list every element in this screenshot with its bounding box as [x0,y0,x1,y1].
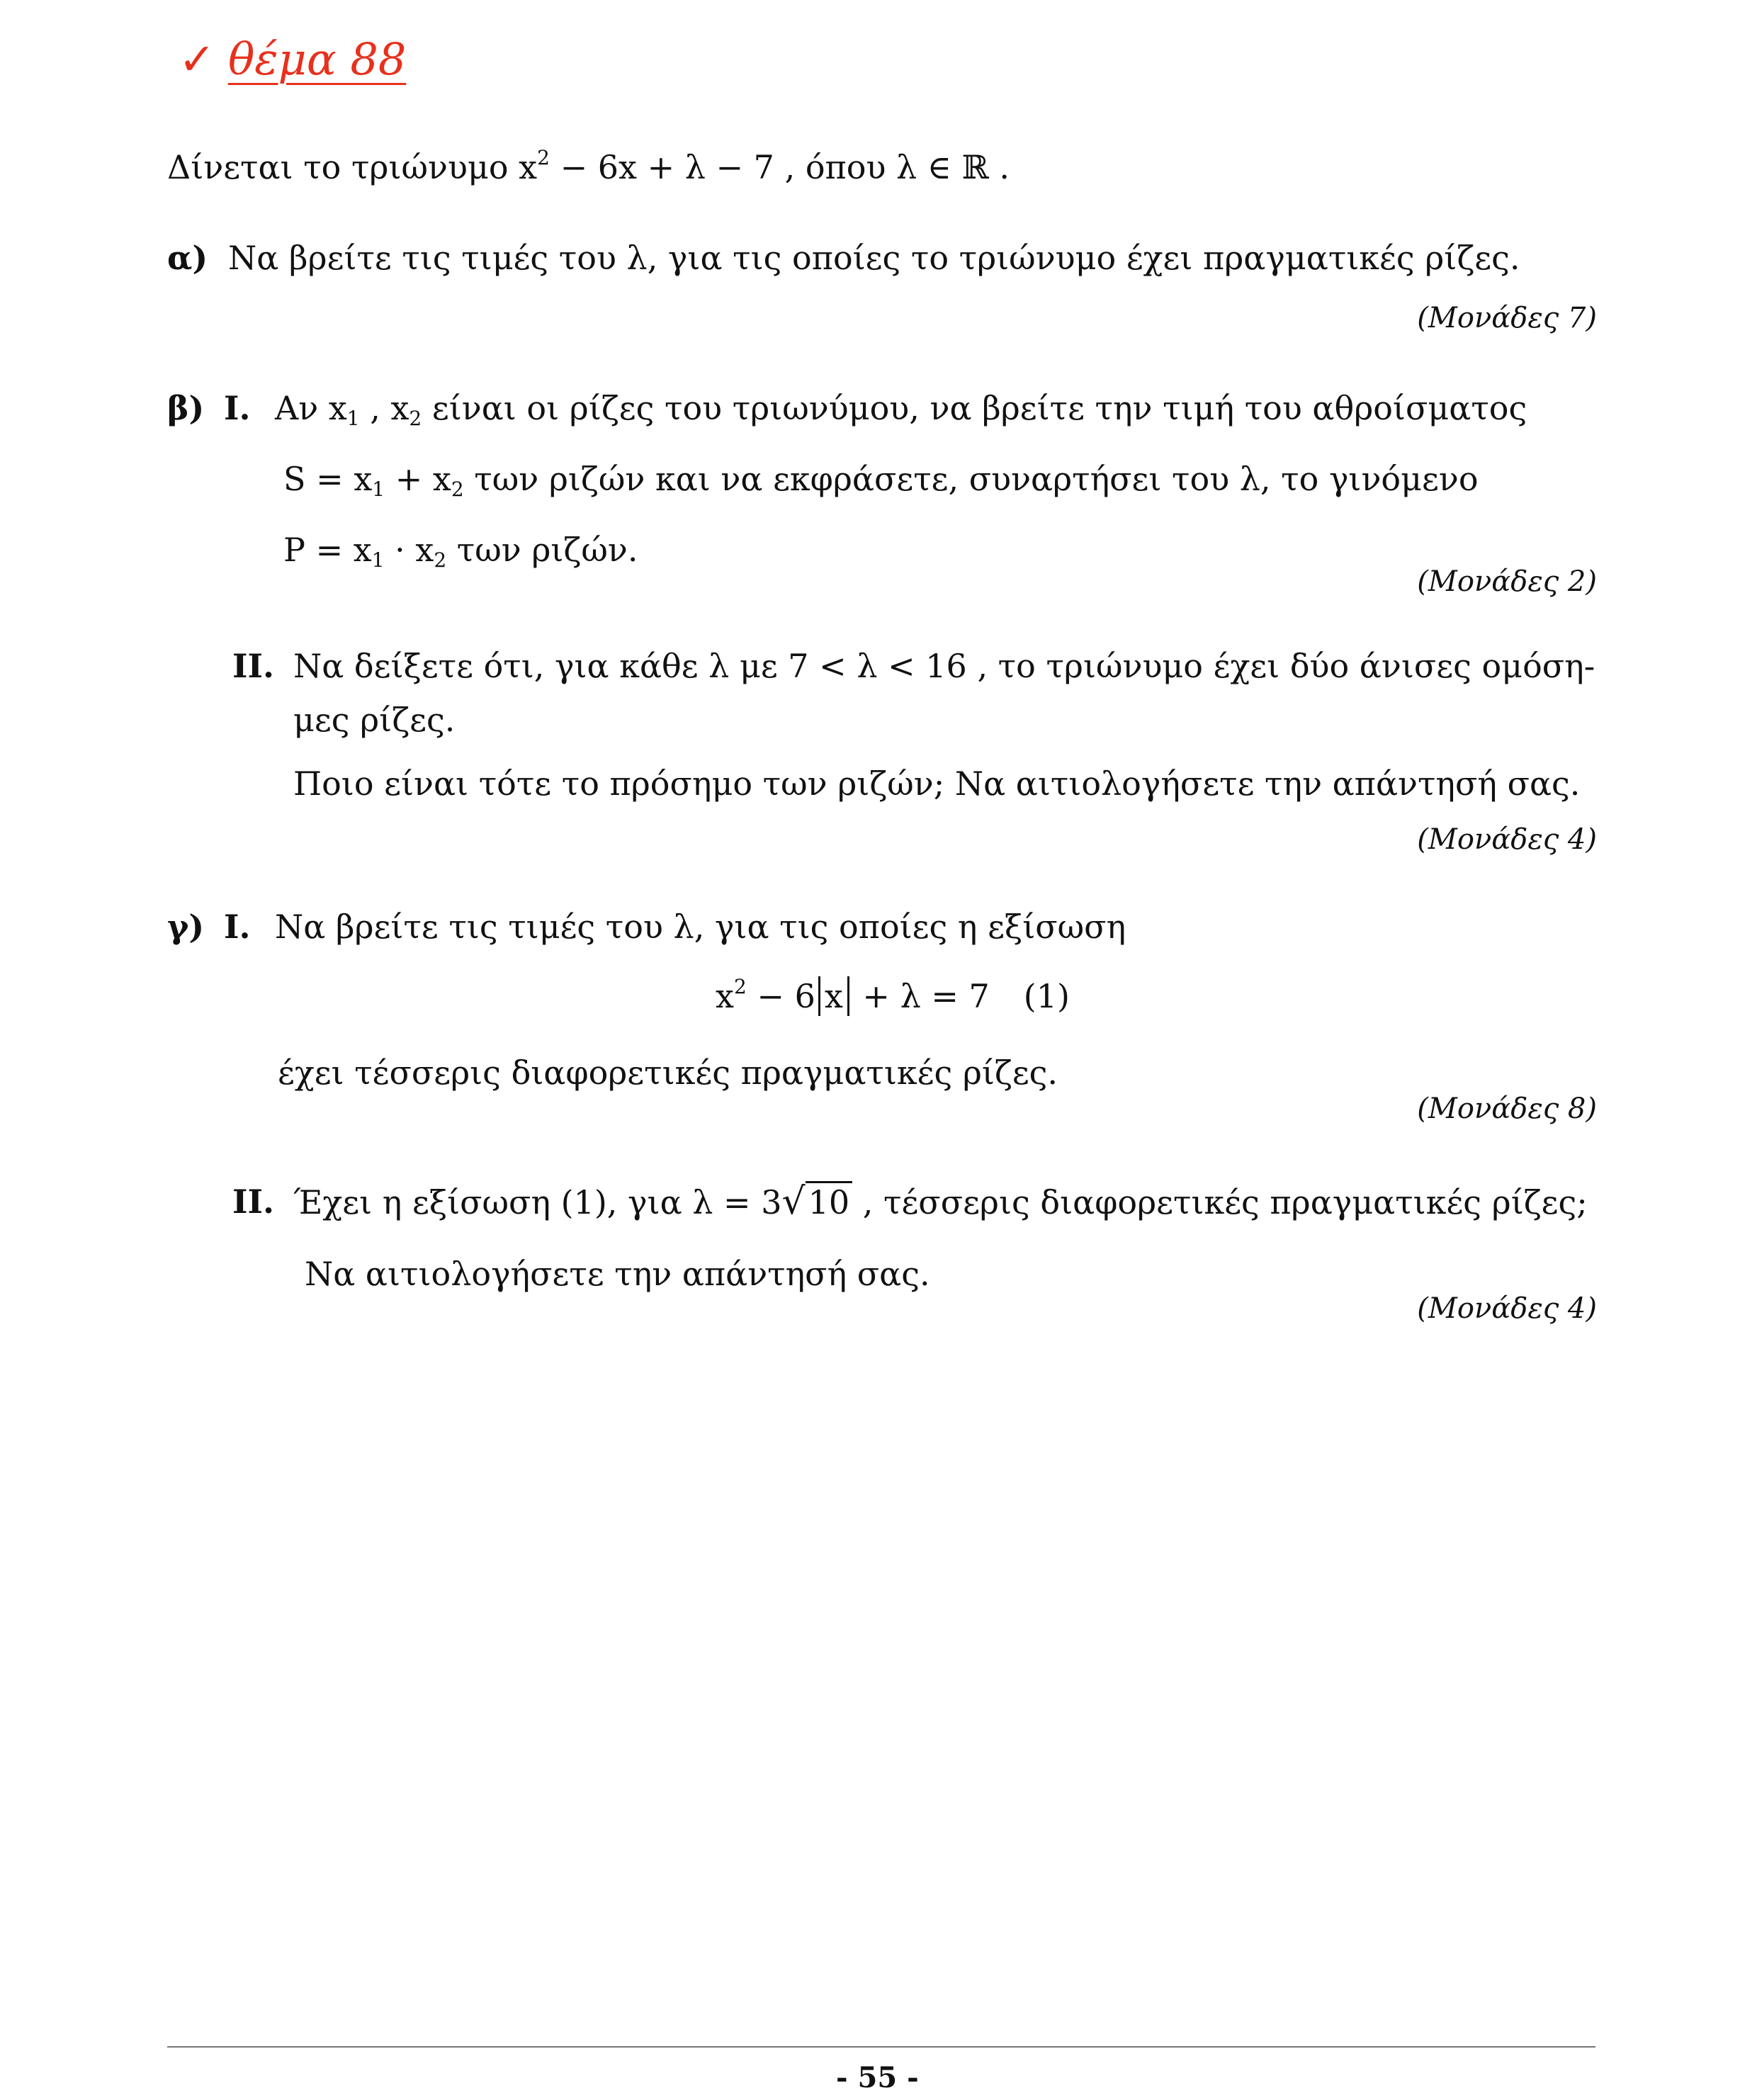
part-a-label: α) [167,239,208,277]
var-x: x [353,531,372,569]
part-b-sub2-line1: Να δείξετε ότι, για κάθε λ με 7 < λ < 16 , το τριώνυμο έχει δύο άνισες ομόση- [293,647,1595,685]
topic-heading [179,31,406,88]
equation-number: (1) [1023,977,1070,1015]
square-root [781,1180,852,1224]
intro-prefix: Δίνεται το τριώνυμο [167,148,519,186]
part-c-sub2-line1 [293,1180,1588,1224]
text-span: P = [283,531,354,569]
part-c-sub1-line1: Να βρείτε τις τιμές του λ, για τις οποίες η εξίσωση [275,908,1126,946]
radical-sign: √ [781,1180,806,1223]
var-x: x [354,460,373,498]
radicand: 10 [806,1181,853,1221]
page-number: - 55 - [836,2061,919,2094]
subscript-1: 1 [346,407,360,430]
part-b-sub1-marks: (Μονάδες 2) [1417,565,1597,598]
subscript-2: 2 [451,478,464,501]
intro-suffix: , όπου λ ∈ ℝ . [774,148,1010,186]
text-span: είναι οι ρίζες του τριωνύμου, να βρείτε την τιμή του αθροίσματος [422,389,1527,427]
part-c-sub2-line2: Να αιτιολογήσετε την απάντησή σας. [305,1255,930,1293]
dot: · [384,531,416,569]
footer-rule [167,2046,1595,2048]
part-b-sub2-marks: (Μονάδες 4) [1417,823,1597,856]
intro-expr-rest: − 6x + λ − 7 [549,148,774,186]
subscript-2: 2 [434,548,447,572]
var-x: x [432,460,451,498]
text-span: + λ = 7 [852,977,990,1015]
topic-title: θέμα 88 [227,33,407,85]
part-c-sub1-label: Ι. [224,908,251,946]
text-span: , τέσσερις διαφορετικές πραγματικές ρίζες; [852,1183,1588,1221]
part-c-sub1-marks: (Μονάδες 8) [1417,1093,1597,1125]
exponent: 2 [733,975,747,998]
part-b-sub1-label: Ι. [224,389,251,427]
part-a-marks: (Μονάδες 7) [1417,302,1597,334]
text-span: S = [283,460,354,498]
text-span: Έχει η εξίσωση (1), για λ = 3 [293,1183,782,1221]
check-icon: ✓ [179,33,215,85]
part-c-sub2-label: ΙΙ. [232,1182,275,1221]
text-span: − 6 [746,977,815,1015]
var-x: x [390,389,409,427]
part-c-label: γ) [167,908,205,946]
part-b-sub2-line3: Ποιο είναι τότε το πρόσημο των ριζών; Να αιτιολογήσετε την απάντησή σας. [293,764,1581,803]
part-b-sub1-line1 [275,387,1527,429]
part-b-sub2-line2: μες ρίζες. [293,701,456,739]
subscript-1: 1 [371,548,385,572]
subscript-1: 1 [372,478,385,501]
part-b-sub1-line2 [283,458,1479,500]
absolute-value: x [818,976,849,1016]
var-x: x [415,531,434,569]
comma: , [359,389,391,427]
text-span: των ριζών. [446,531,638,569]
var-x: x [328,389,347,427]
intro-expr-exponent: 2 [537,146,550,169]
part-b-label: β) [167,389,205,427]
text-span: των ριζών και να εκφράσετε, συναρτήσει του λ, το γινόμενο [463,460,1479,498]
var-x: x [716,977,734,1015]
part-a-text: Να βρείτε τις τιμές του λ, για τις οποίες το τριώνυμο έχει πραγματικές ρίζες. [228,239,1520,277]
equation-1 [716,975,1070,1017]
part-c-sub1-line2: έχει τέσσερις διαφορετικές πραγματικές ρίζες. [278,1054,1058,1092]
text-span: Αν [275,389,329,427]
intro-text [167,146,1010,188]
intro-expr-x: x [519,148,538,186]
plus: + [385,460,433,498]
subscript-2: 2 [409,407,422,430]
part-b-sub2-label: ΙΙ. [232,647,275,685]
part-b-sub1-line3 [283,529,638,571]
part-c-sub2-marks: (Μονάδες 4) [1417,1292,1597,1325]
